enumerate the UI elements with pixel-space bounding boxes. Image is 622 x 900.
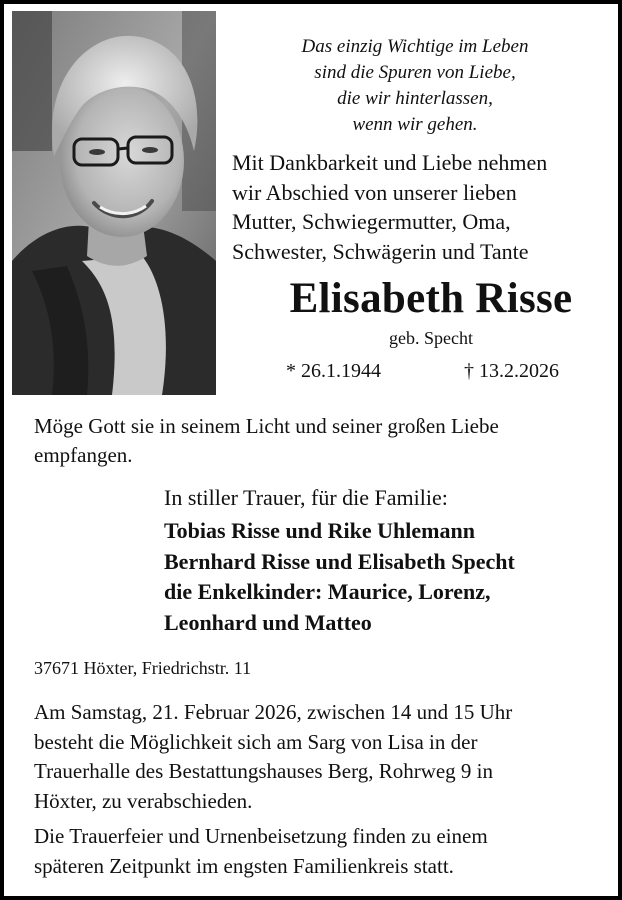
motto (240, 34, 590, 138)
portrait-photo (12, 11, 216, 395)
viewing-line: besteht die Möglichkeit sich am Sarg von Lisa in der (34, 729, 478, 754)
ceremony-line: Die Trauerfeier und Urnenbeisetzung finden zu einem (34, 824, 488, 848)
intro-line: wir Abschied von unserer lieben (232, 179, 517, 205)
viewing-line: Am Samstag, 21. Februar 2026, zwischen 14 und 15 Uhr (34, 700, 513, 724)
motto-line: Das einzig Wichtige im Leben (301, 36, 529, 57)
prayer-line: Möge Gott sie in seinem Licht und seiner großen Liebe (34, 414, 499, 438)
deceased-name: Elisabeth Risse (289, 275, 573, 322)
ceremony-details (34, 822, 609, 881)
ceremony-line: späteren Zeitpunkt im engsten Familienkreis statt. (34, 853, 454, 878)
birth-date: * 26.1.1944 (286, 360, 381, 382)
farewell-intro (232, 148, 602, 266)
intro-line: Mit Dankbarkeit und Liebe nehmen (232, 150, 548, 175)
mourning-line: In stiller Trauer, für die Familie: (164, 485, 448, 510)
family-member-line: Leonhard und Matteo (164, 609, 372, 635)
viewing-line: Höxter, zu verabschieden. (34, 788, 253, 813)
family-member-line: die Enkelkinder: Maurice, Lorenz, (164, 579, 491, 604)
motto-line: wenn wir gehen. (352, 114, 478, 135)
prayer-line: empfangen. (34, 443, 133, 467)
intro-line: Schwester, Schwägerin und Tante (232, 238, 529, 264)
family-member-line: Bernhard Risse und Elisabeth Specht (164, 548, 515, 574)
viewing-line: Trauerhalle des Bestattungshauses Berg, Rohrweg 9 in (34, 759, 494, 783)
motto-line: die wir hinterlassen, (337, 88, 493, 109)
motto-line: sind die Spuren von Liebe, (314, 62, 516, 83)
family-address: 37671 Höxter, Friedrichstr. 11 (34, 658, 252, 678)
intro-line: Mutter, Schwiegermutter, Oma, (232, 209, 511, 234)
viewing-details (34, 698, 609, 816)
death-date: † 13.2.2026 (464, 360, 559, 382)
prayer-text (34, 412, 609, 470)
family-list (164, 516, 614, 638)
family-member-line: Tobias Risse und Rike Uhlemann (164, 518, 475, 543)
maiden-name: geb. Specht (389, 328, 473, 348)
